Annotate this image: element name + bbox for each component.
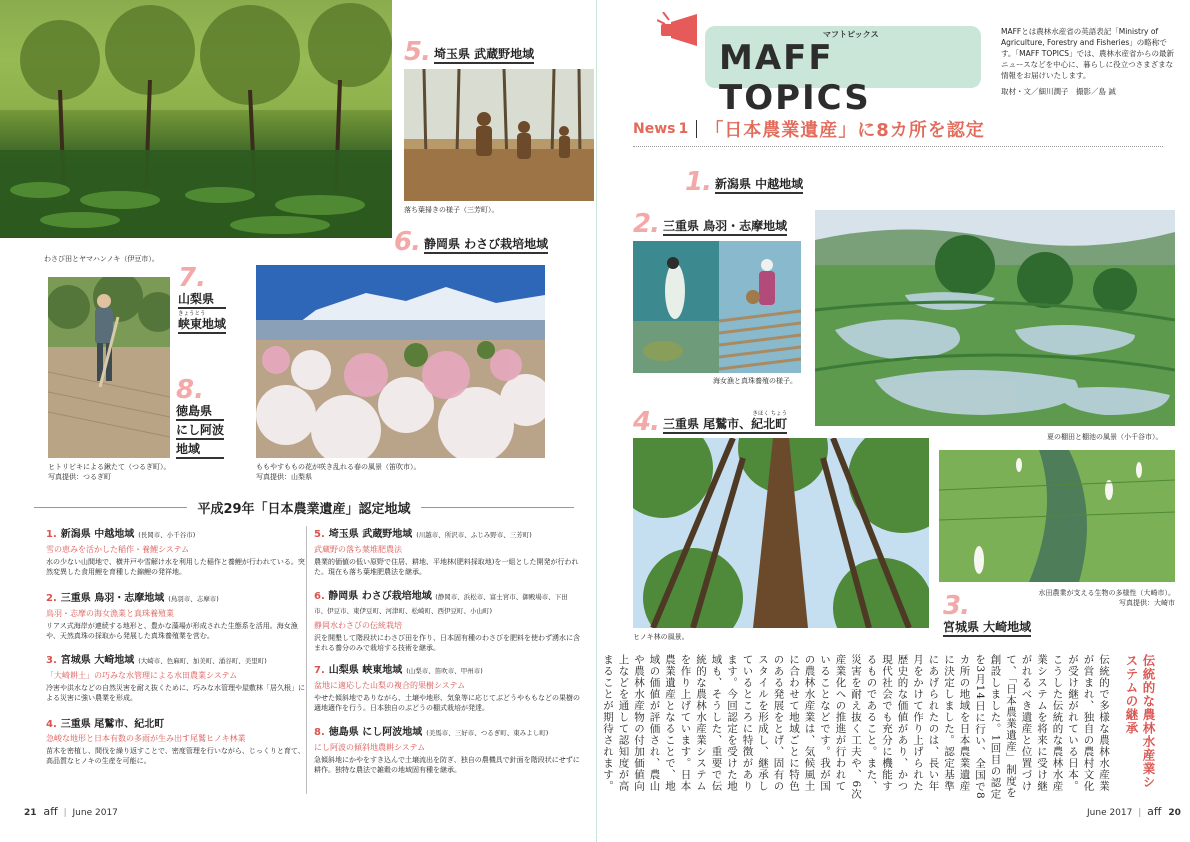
list-item bbox=[46, 528, 308, 577]
cypress-forest-image bbox=[633, 438, 929, 628]
item-number: 1. bbox=[46, 529, 57, 540]
region-name: 宮城県 大崎地域 bbox=[943, 620, 1031, 637]
blossom-image bbox=[256, 265, 545, 458]
blossom-caption-text: ももやすももの花が咲き乱れる春の風景（笛吹市）。 bbox=[256, 463, 421, 471]
region-8-title bbox=[176, 375, 225, 459]
maff-topics-logo: MAFF TOPICS bbox=[719, 38, 871, 118]
item-title: 宮城県 大崎地域 bbox=[60, 655, 135, 666]
region-name: 三重県 尾鷲市、紀北町 bbox=[663, 417, 787, 434]
item-system: にし阿波の傾斜地農耕システム bbox=[314, 743, 426, 752]
cypress-forest-photo bbox=[633, 438, 929, 628]
farmer-image bbox=[48, 277, 170, 458]
region-1-title bbox=[685, 167, 804, 197]
region-ruby: きょうとう bbox=[178, 311, 206, 317]
item-location: (美馬市、三好市、つるぎ町、東みよし町) bbox=[426, 729, 549, 737]
list-item bbox=[314, 664, 580, 713]
item-title: 静岡県 わさび栽培地域 bbox=[328, 591, 432, 602]
item-title: 新潟県 中越地域 bbox=[60, 529, 135, 540]
forest-caption: ヒノキ林の風景。 bbox=[633, 633, 689, 641]
item-description: 苗木を密植し、間伐を繰り返すことで、密度管理を行いながら、じっくりと育て、高品質なヒノキの生産を可能に。 bbox=[46, 747, 305, 765]
item-title: 三重県 鳥羽・志摩地域 bbox=[60, 593, 165, 604]
leaf-sweeping-photo bbox=[404, 69, 594, 201]
list-item bbox=[314, 726, 580, 775]
region-name: 三重県 鳥羽・志摩地域 bbox=[663, 219, 787, 236]
right-page-footer: June 2017 | aff 20 bbox=[1087, 805, 1181, 818]
region-suffix: 地域 bbox=[176, 442, 224, 459]
region-number: 5. bbox=[404, 37, 430, 67]
ama-diver-photo bbox=[633, 241, 719, 373]
item-system: 鳥羽・志摩の海女漁業と真珠養殖業 bbox=[46, 609, 174, 618]
item-title: 徳島県 にし阿波地域 bbox=[328, 727, 423, 738]
wetland-photo-credit: 写真提供：大崎市 bbox=[1119, 599, 1175, 607]
pearl-raft-image bbox=[719, 241, 801, 373]
magazine-name: aff bbox=[1147, 805, 1162, 818]
region-prefecture: 山梨県 bbox=[178, 292, 226, 309]
region-2-title bbox=[633, 209, 788, 239]
headline-divider bbox=[696, 120, 697, 138]
ama-diver-image bbox=[633, 241, 719, 373]
item-system: 急峻な地形と日本有数の多雨が生み出す尾鷲ヒノキ林業 bbox=[46, 734, 246, 743]
credits: 取材・文／細川潤子 撮影／島 誠 bbox=[1001, 87, 1116, 96]
headline: 「日本農業遺産」に8カ所を認定 bbox=[705, 120, 985, 141]
headline-rule bbox=[633, 146, 1163, 147]
leaf-sweeping-image bbox=[404, 69, 594, 201]
maff-topics-banner bbox=[705, 26, 981, 118]
leaf-sweeping-caption: 落ち葉掃きの様子（三芳町）。 bbox=[404, 206, 499, 214]
issue-date: June 2017 bbox=[1087, 808, 1133, 818]
region-number: 8. bbox=[176, 375, 204, 405]
news-label: News bbox=[633, 121, 676, 137]
region-number: 3. bbox=[943, 591, 969, 621]
list-item bbox=[314, 528, 580, 577]
farmer-caption bbox=[48, 462, 171, 482]
region-name: 静岡県 わさび栽培地域 bbox=[424, 237, 548, 254]
item-location: (山梨市、笛吹市、甲州市) bbox=[406, 667, 483, 675]
article-body: 伝統的で多様な農林水産業が営まれ、独自の農村文化が受け継がれている日本。こうした伝統的な農林水産業システムを将来に受け継がれるべき遺産と位置づけて、「日本農業遺産」制度を創設しました。1回目の認定を3月14日に行い、全国で8カ所の地域を日本農業遺産に決定しました。認定基準にあげられたのは、長い年月をかけて作り上げられた歴史的な価値があり、かつ現代社会でも充分に機能するものであること。また、災害を耐え抜く工夫や、6次産業化への推進が行われていることなどです。我が国の農林水産業は、気候風土に合わせて地域ごとに特色のある発展をとげ、固有のスタイルを形成し、継承しているところに特徴があります。今回認定を受けた地域も、そうした、重要で伝統的な農林水産業システムを作り上げています。日本農業遺産となることで、地域の価値が評価され、農山や農林水産物の付加価値向上などを通して認知度が高まることが期待されます。 bbox=[602, 654, 1110, 800]
region-number: 6. bbox=[394, 227, 420, 257]
news-number: 1 bbox=[678, 121, 689, 137]
item-location: (長岡市、小千谷市) bbox=[138, 531, 196, 539]
item-number: 4. bbox=[46, 719, 57, 730]
region-area: 峡東地域 bbox=[178, 317, 226, 334]
ama-caption: 海女漁と真珠養殖の様子。 bbox=[713, 377, 797, 385]
item-description: 冷害や洪水などの自然災害を耐え抜くために、巧みな水管理や屋敷林「居久根」による災害に強い農業を形成。 bbox=[46, 684, 305, 702]
wasabi-field-caption: わさび田とヤマハンノキ（伊豆市）。 bbox=[44, 255, 159, 263]
terrace-image bbox=[815, 210, 1175, 426]
right-page bbox=[597, 0, 1190, 842]
item-system: 盆地に適応した山梨の複合的果樹システム bbox=[314, 681, 466, 690]
list-item bbox=[46, 654, 308, 703]
wasabi-field-photo bbox=[0, 0, 392, 238]
item-description: 農業的価値の低い原野で住居、耕地、平地林(肥料採取地)を一組とした開発が行われた。現在も落ち葉堆肥農法を継承。 bbox=[314, 558, 579, 576]
page-number: 21 bbox=[24, 808, 37, 818]
region-name: 新潟県 中越地域 bbox=[715, 177, 803, 194]
item-system: 雪の恵みを活かした稲作・養鯉システム bbox=[46, 545, 190, 554]
item-description: リアス式海岸が連続する地形と、豊かな藻場が形成された生態系を活用。海女漁や、天然真珠の採取から発展した真珠養殖業を営む。 bbox=[46, 622, 298, 640]
item-location: (川越市、所沢市、ふじみ野市、三芳町) bbox=[416, 531, 532, 539]
maff-intro: MAFFとは農林水産省の英語表記「Ministry of Agriculture, Forestry and Fisheries」の略称です。「MAFF TOPICS」では、農林水産省からの最新ニュースなどを中心に、暮らしに役立つさまざまな情報をお届けいたします。 bbox=[1001, 27, 1174, 80]
region-number: 7. bbox=[178, 263, 206, 293]
issue-date: June 2017 bbox=[72, 808, 118, 818]
page-number: 20 bbox=[1168, 808, 1181, 818]
region-number: 1. bbox=[685, 167, 711, 197]
farmer-photo bbox=[48, 277, 170, 458]
item-number: 2. bbox=[46, 593, 57, 604]
item-location: (静岡市、浜松市、富士宮市、御殿場市、下田市、伊豆市、東伊豆町、河津町、松崎町、西伊豆町、小山町) bbox=[314, 593, 568, 615]
item-number: 3. bbox=[46, 655, 57, 666]
item-title: 埼玉県 武蔵野地域 bbox=[328, 529, 413, 540]
item-title: 三重県 尾鷲市、紀北町 bbox=[60, 719, 165, 730]
region-area: にし阿波 bbox=[176, 423, 224, 440]
item-system: 「大崎耕土」の巧みな水管理による水田農業システム bbox=[46, 671, 238, 680]
item-system: 静岡水わさびの伝統栽培 bbox=[314, 621, 402, 630]
terrace-photo bbox=[815, 210, 1175, 426]
item-number: 5. bbox=[314, 529, 325, 540]
item-number: 6. bbox=[314, 591, 325, 602]
region-name: 埼玉県 武蔵野地域 bbox=[434, 47, 534, 64]
item-description: 急傾斜地にかやをすき込んで土壌流出を防ぎ、独自の農機具で針面を階段状にせずに耕作。独特な農法で雑穀の地域固有種を継承。 bbox=[314, 756, 580, 774]
region-number: 2. bbox=[633, 209, 659, 239]
region-6-title bbox=[394, 227, 549, 257]
certified-regions-title bbox=[24, 498, 584, 516]
list-item bbox=[46, 592, 308, 641]
item-number: 7. bbox=[314, 665, 325, 676]
news-headline-row bbox=[633, 116, 985, 142]
wetland-photo bbox=[939, 450, 1175, 582]
list-item bbox=[46, 718, 308, 766]
item-description: 水の少ない山間地で、横井戸や雪解け水を利用した稲作と養鯉が行われている。突然変異した食用鯉を育種した錦鯉の発祥地。 bbox=[46, 558, 305, 576]
megaphone-icon bbox=[657, 12, 705, 52]
item-system: 武蔵野の落ち葉堆肥農法 bbox=[314, 545, 402, 554]
wasabi-field-image bbox=[0, 0, 392, 238]
farmer-photo-credit: 写真提供：つるぎ町 bbox=[48, 473, 111, 481]
region-number: 4. bbox=[633, 407, 659, 437]
item-number: 8. bbox=[314, 727, 325, 738]
region-ruby: きほく ちょう bbox=[752, 411, 788, 417]
blossom-photo bbox=[256, 265, 545, 458]
farmer-caption-text: ヒトリビキによる鍬たて（つるぎ町）。 bbox=[48, 463, 171, 471]
region-7-title bbox=[178, 263, 227, 334]
left-page-footer: 21 aff | June 2017 bbox=[24, 805, 118, 818]
region-prefecture: 徳島県 bbox=[176, 404, 224, 421]
article-heading: 伝統的な農林水産業システムの継承 bbox=[1124, 654, 1156, 789]
terrace-caption: 夏の棚田と棚池の風景（小千谷市）。 bbox=[1047, 433, 1163, 441]
region-3-title bbox=[943, 591, 1032, 637]
region-5-title bbox=[404, 37, 535, 67]
region-4-title bbox=[633, 407, 788, 437]
certified-regions-title-text: 平成29年「日本農業遺産」認定地域 bbox=[197, 501, 411, 517]
list-item bbox=[314, 590, 580, 653]
item-title: 山梨県 峡東地域 bbox=[328, 665, 403, 676]
logo-kana: マフトピックス bbox=[823, 30, 879, 39]
blossom-caption bbox=[256, 462, 421, 482]
item-description: 沢を開墾して階段状にわさび田を作り、日本固有種のわさびを肥料を使わず湧水に含まれる養分のみで栽培する技術を継承。 bbox=[314, 634, 580, 652]
item-description: やせた傾斜地でありながら、土壌や地形、気象等に応じてぶどうやももなどの果樹の適地適作を行う。日本独自のぶどうの棚式栽培が発達。 bbox=[314, 694, 580, 712]
wetland-caption-text: 水田農業が支える生物の多様性（大崎市）。 bbox=[1038, 589, 1175, 597]
pearl-raft-photo bbox=[719, 241, 801, 373]
item-location: (大崎市、色麻町、加美町、涌谷町、美里町) bbox=[138, 657, 267, 665]
item-location: (鳥羽市、志摩市) bbox=[168, 595, 219, 603]
blossom-photo-credit: 写真提供：山梨県 bbox=[256, 473, 312, 481]
magazine-name: aff bbox=[43, 805, 58, 818]
wetland-image bbox=[939, 450, 1175, 582]
